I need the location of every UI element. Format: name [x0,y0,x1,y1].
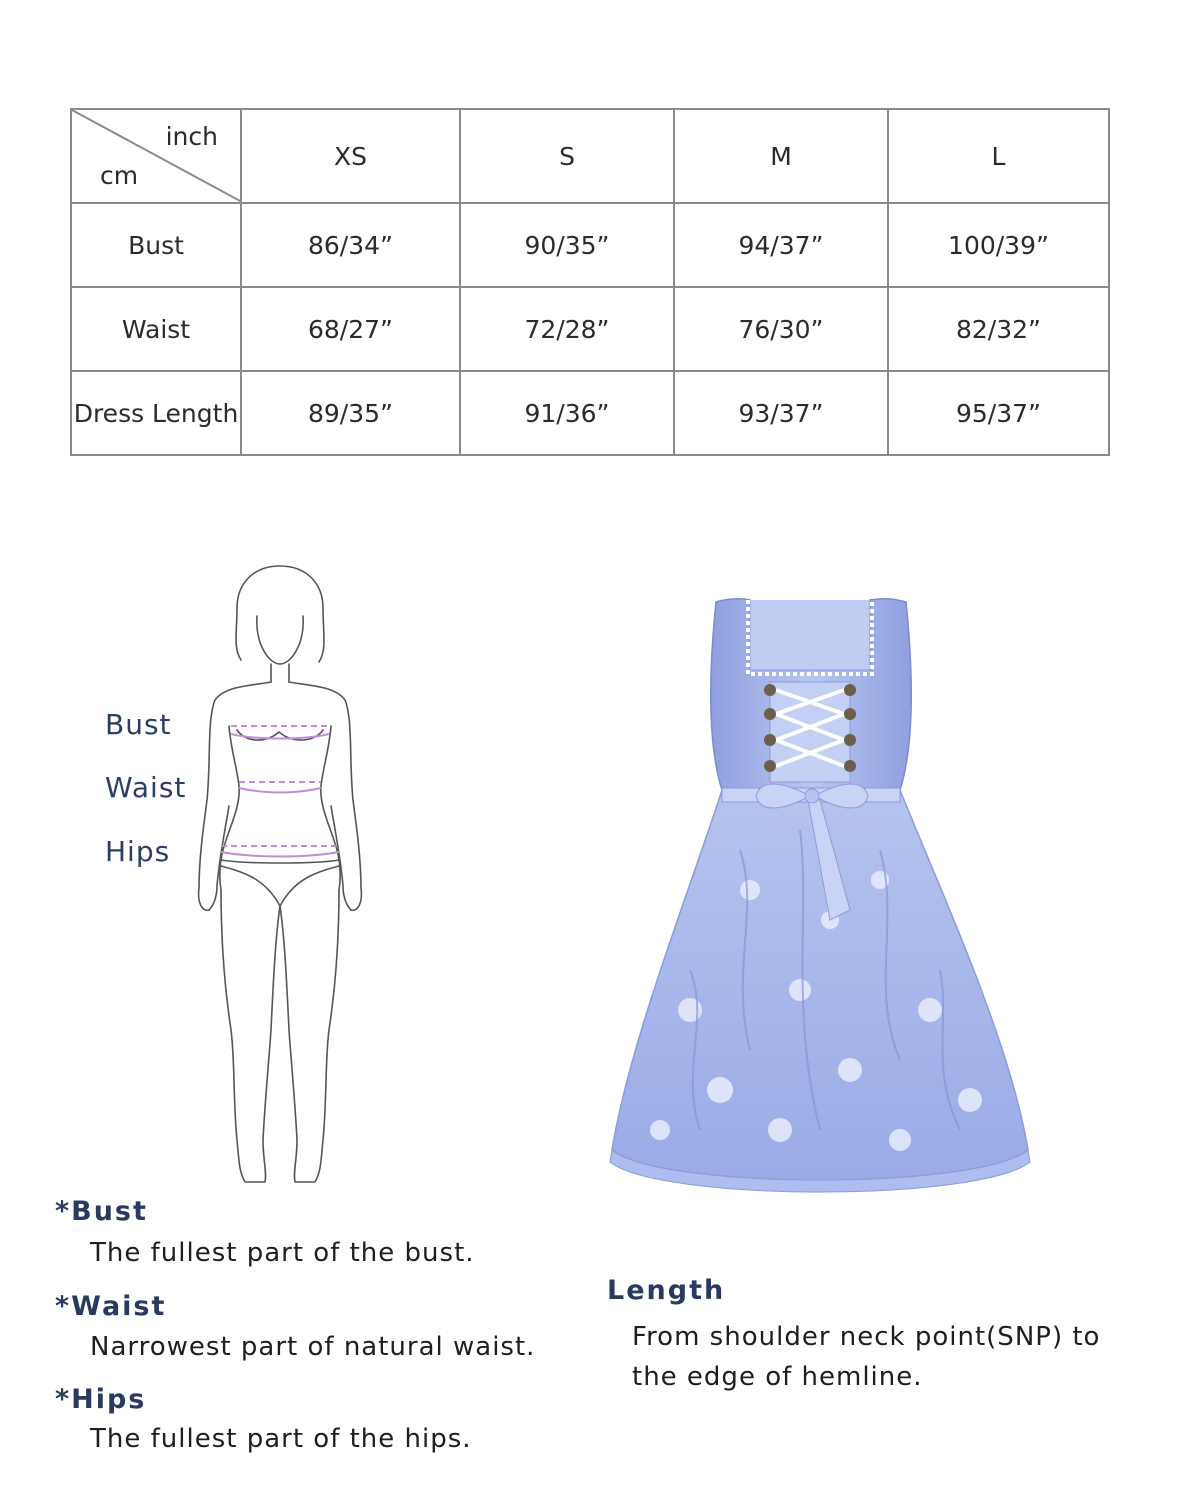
unit-inch-label: inch [165,122,218,151]
size-header-s: S [460,109,674,203]
table-cell: 72/28” [460,287,674,371]
definition-text-waist: Narrowest part of natural waist. [90,1332,536,1362]
definition-term-bust: *Bust [55,1196,148,1227]
size-chart-table [70,108,1110,456]
definition-term-hips: *Hips [55,1384,147,1415]
size-header-l: L [888,109,1109,203]
table-cell: 76/30” [674,287,888,371]
table-row-dress-length [71,371,1109,455]
definition-text-length-line2: the edge of hemline. [632,1362,923,1392]
row-label-waist: Waist [71,287,241,371]
table-header-row [71,109,1109,203]
table-row-bust [71,203,1109,287]
table-cell: 82/32” [888,287,1109,371]
row-label-bust: Bust [71,203,241,287]
table-cell: 91/36” [460,371,674,455]
table-cell: 90/35” [460,203,674,287]
size-header-xs: XS [241,109,460,203]
table-cell: 86/34” [241,203,460,287]
figure-label-waist: Waist [105,771,187,804]
row-label-dress-length: Dress Length [71,371,241,455]
definition-text-hips: The fullest part of the hips. [90,1424,472,1454]
table-cell: 94/37” [674,203,888,287]
definition-term-waist: *Waist [55,1291,167,1322]
unit-cm-label: cm [100,161,139,190]
figure-label-hips: Hips [105,835,171,868]
table-cell: 95/37” [888,371,1109,455]
table-cell: 89/35” [241,371,460,455]
body-outline-figure [185,560,375,1190]
definition-text-bust: The fullest part of the bust. [90,1238,475,1268]
table-cell: 100/39” [888,203,1109,287]
unit-corner-cell [71,109,241,203]
table-row-waist [71,287,1109,371]
table-cell: 93/37” [674,371,888,455]
table-cell: 68/27” [241,287,460,371]
definition-text-length-line1: From shoulder neck point(SNP) to [632,1322,1101,1352]
figure-label-bust: Bust [105,708,172,741]
size-header-m: M [674,109,888,203]
definition-term-length: Length [607,1275,726,1306]
dress-product-image [600,590,1040,1210]
